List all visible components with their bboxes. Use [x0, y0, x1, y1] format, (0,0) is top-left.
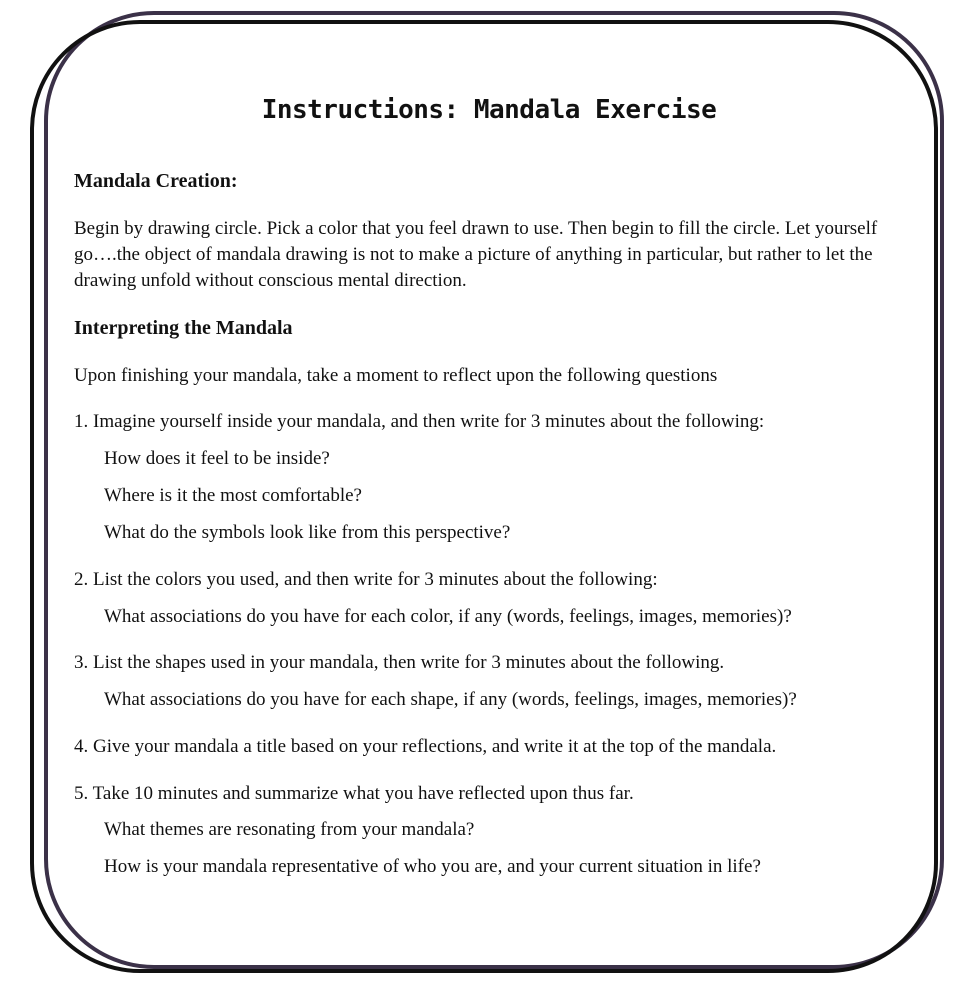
question-2: 2. List the colors you used, and then write for 3 minutes about the following:	[74, 569, 658, 590]
page-title: Instructions: Mandala Exercise	[261, 95, 717, 125]
question-1-sub-1: How does it feel to be inside?	[104, 448, 330, 469]
question-5-sub-1: What themes are resonating from your mandala?	[104, 819, 475, 840]
question-2-sub-1: What associations do you have for each color, if any (words, feelings, images, memories)?	[104, 606, 792, 627]
question-3: 3. List the shapes used in your mandala, then write for 3 minutes about the following.	[74, 652, 725, 673]
question-5: 5. Take 10 minutes and summarize what you have reflected upon thus far.	[74, 783, 634, 804]
interpreting-heading: Interpreting the Mandala	[74, 317, 293, 339]
question-1-sub-2: Where is it the most comfortable?	[104, 485, 362, 506]
creation-paragraph: Begin by drawing circle. Pick a color that you feel drawn to use. Then begin to fill the circle. Let yourself go….the object of mandala drawing is not to make a picture of anything in particular, but rather to let the drawing unfold without conscious mental direction.	[74, 218, 878, 291]
question-1-sub-3: What do the symbols look like from this perspective?	[104, 522, 511, 543]
question-4: 4. Give your mandala a title based on your reflections, and write it at the top of the mandala.	[74, 736, 777, 757]
creation-heading: Mandala Creation:	[74, 170, 238, 192]
question-3-sub-1: What associations do you have for each shape, if any (words, feelings, images, memories)?	[104, 689, 797, 710]
question-5-sub-2: How is your mandala representative of who you are, and your current situation in life?	[104, 856, 761, 877]
question-1: 1. Imagine yourself inside your mandala, and then write for 3 minutes about the following:	[74, 411, 765, 432]
interpreting-intro: Upon finishing your mandala, take a moment to reflect upon the following questions	[74, 365, 718, 386]
